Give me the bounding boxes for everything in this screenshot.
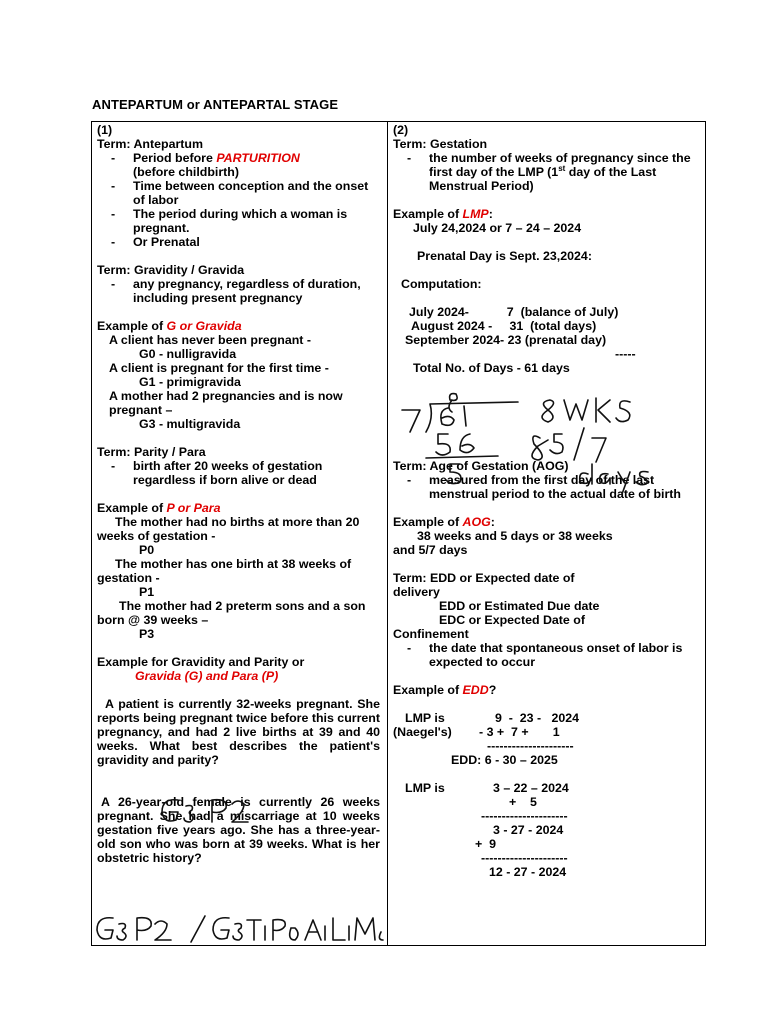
example-para-heading: Example of P or Para	[97, 501, 221, 515]
column-number: (1)	[97, 123, 113, 137]
term-gestation: Term: Gestation	[393, 137, 488, 151]
computation-september: September 2024- 23 (prenatal day)	[405, 333, 607, 347]
edd-alt-3: Confinement	[393, 627, 469, 641]
column-1	[97, 123, 380, 865]
g1-value: G1 - primigravida	[139, 375, 241, 389]
term-aog: Term: Age of Gestation (AOG)	[393, 459, 569, 473]
p1-text: The mother has one birth at 38 weeks of gestation -	[97, 557, 352, 585]
edd-rule-3: ---------------------	[481, 851, 568, 865]
bullet-edd: - the date that spontaneous onset of labor is expected to occur	[407, 641, 683, 669]
edd-result: EDD: 6 - 30 – 2025	[451, 753, 558, 767]
computation-rule: -----	[615, 347, 636, 361]
prenatal-day: Prenatal Day is Sept. 23,2024:	[417, 249, 592, 263]
computation-july: July 2024- 7 (balance of July)	[409, 305, 619, 319]
bullet-pregnant-period: - The period during which a woman is pregnant.	[111, 207, 348, 235]
example-gp-heading: Example for Gravidity and Parity or	[97, 655, 305, 669]
example-lmp-heading: Example of LMP:	[393, 207, 493, 221]
bullet-gestation: - the number of weeks of pregnancy since the first day of the LMP (1st day of the Last Menstrual Period)	[407, 151, 691, 193]
handwritten-answer-1	[158, 796, 268, 831]
page-title: ANTEPARTUM or ANTEPARTAL STAGE	[92, 97, 339, 112]
bullet-conception: - Time between conception and the onset of labor	[111, 179, 369, 207]
g3-text: A mother had 2 pregnancies and is now pregnant –	[109, 389, 343, 417]
column-number: (2)	[393, 123, 409, 137]
term-para: Term: Parity / Para	[97, 445, 206, 459]
edd-lmp-row: LMP is 9 - 23 - 2024	[405, 711, 580, 725]
example-aog-heading: Example of AOG:	[393, 515, 495, 529]
g3-value: G3 - multigravida	[139, 417, 241, 431]
column-2	[393, 123, 701, 879]
edd-alt-1: EDD or Estimated Due date	[439, 599, 600, 613]
p0-value: P0	[139, 543, 155, 557]
aog-value-line1: 38 weeks and 5 days or 38 weeks	[417, 529, 613, 543]
p3-value: P3	[139, 627, 155, 641]
g0-text: A client has never been pregnant -	[109, 333, 311, 347]
example-edd-heading: Example of EDD?	[393, 683, 497, 697]
row2-value: 3 - 27 - 2024	[493, 823, 564, 837]
lmp2-add: + 5	[509, 795, 537, 809]
edd-rule-1: ---------------------	[487, 739, 574, 753]
example-gravida-heading: Example of G or Gravida	[97, 319, 242, 333]
term-edd-cont: delivery	[393, 585, 440, 599]
bullet-para: - birth after 20 weeks of gestation regardless if born alive or dead	[111, 459, 323, 487]
bullet-gravida: - any pregnancy, regardless of duration, including present pregnancy	[111, 277, 361, 305]
edd-rule-2: ---------------------	[481, 809, 568, 823]
computation-label: Computation:	[401, 277, 482, 291]
computation-august: August 2024 - 31 (total days)	[411, 319, 597, 333]
p3-text: The mother had 2 preterm sons and a son born @ 39 weeks –	[97, 599, 366, 627]
bullet-aog: - measured from the first day of the last menstrual period to the actual date of birth	[407, 473, 681, 501]
bullet-prenatal: - Or Prenatal	[111, 235, 200, 249]
handwritten-answer-2	[95, 912, 385, 951]
row2-add: + 9	[475, 837, 497, 851]
case-question-1: A patient is currently 32-weeks pregnant. She reports being pregnant twice before this current pregnancy, and had 2 live births at 39 and 40 weeks. What best describes the patient's gravidity and parity?	[97, 697, 380, 767]
case-question-2: A 26-year-old female is currently 26 weeks pregnant. She had a miscarriage at 10 weeks gestation five years ago. She has a three-year-old son who was born at 39 weeks. What is her obstetric history?	[97, 795, 380, 865]
term-gravida: Term: Gravidity / Gravida	[97, 263, 245, 277]
g0-value: G0 - nulligravida	[139, 347, 237, 361]
parturition-highlight: PARTURITION	[216, 151, 300, 165]
row3-value: 12 - 27 - 2024	[489, 865, 567, 879]
lmp-date: July 24,2024 or 7 – 24 – 2024	[413, 221, 582, 235]
edd-naegel-row: (Naegel's) - 3 + 7 + 1	[393, 725, 560, 739]
g1-text: A client is pregnant for the first time -	[109, 361, 329, 375]
term-edd: Term: EDD or Expected date of	[393, 571, 575, 585]
p0-text: The mother had no births at more than 20 weeks of gestation -	[97, 515, 360, 543]
aog-value-line2: and 5/7 days	[393, 543, 468, 557]
term-antepartum: Term: Antepartum	[97, 137, 204, 151]
edd-alt-2: EDC or Expected Date of	[439, 613, 585, 627]
computation-total: Total No. of Days - 61 days	[413, 361, 570, 375]
handwritten-division	[398, 388, 668, 493]
bullet-parturition: - Period before PARTURITION (before childbirth)	[111, 151, 300, 179]
p1-value: P1	[139, 585, 155, 599]
column-divider	[387, 121, 388, 946]
example-gp-highlight: Gravida (G) and Para (P)	[135, 669, 279, 683]
lmp2-row: LMP is 3 – 22 – 2024	[405, 781, 569, 795]
